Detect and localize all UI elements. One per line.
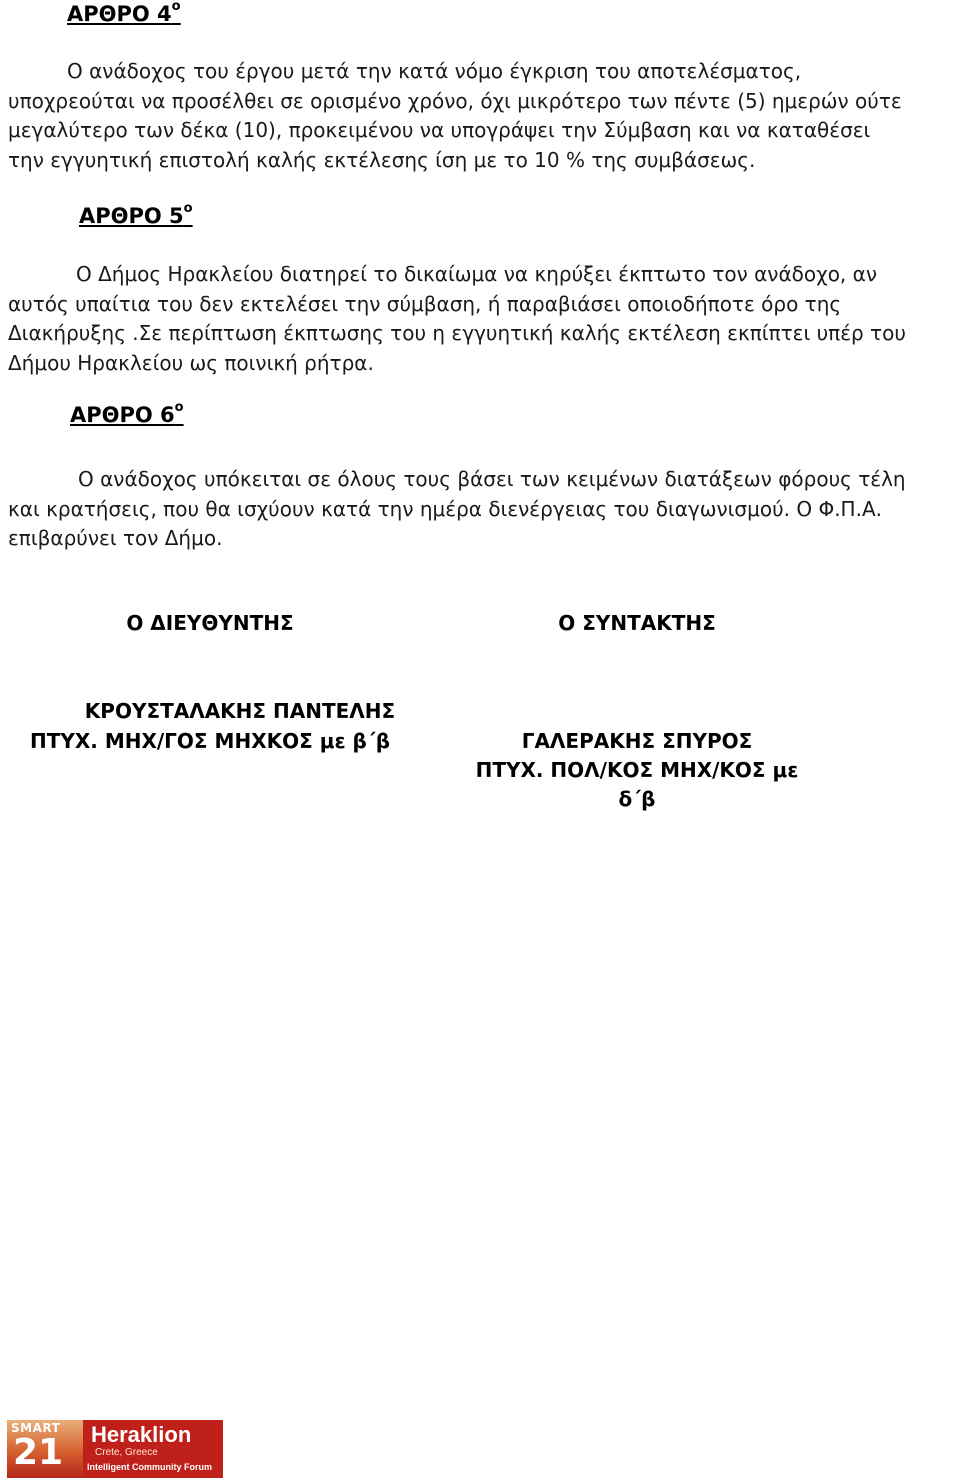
article-4-line-3: μεγαλύτερο των δέκα (10), προκειμένου να υπογράψει την Σύμβαση και να καταθέσει xyxy=(8,118,871,142)
logo-country: Crete, Greece xyxy=(95,1447,158,1458)
article-6-heading xyxy=(70,402,184,428)
article-5-line-2: αυτός υπαίτια του δεν εκτελέσει την σύμβαση, ή παραβιάσει οποιοδήποτε όρο της xyxy=(8,291,842,316)
smart21-heraklion-logo xyxy=(7,1420,223,1478)
logo-forum: Intelligent Community Forum xyxy=(87,1462,212,1472)
article-6-heading-text: ΑΡΘΡΟ 6 xyxy=(70,403,175,427)
article-4-heading-sup: ο xyxy=(171,0,181,14)
author-name: ΓΑΛΕΡΑΚΗΣ ΣΠΥΡΟΣ xyxy=(521,729,753,753)
article-6-line-3: επιβαρύνει τον Δήμο. xyxy=(8,526,223,550)
article-5-heading-sup: ο xyxy=(183,201,193,216)
director-name: ΚΡΟΥΣΤΑΛΑΚΗΣ ΠΑΝΤΕΛΗΣ xyxy=(84,699,396,723)
logo-smart-text: SMART xyxy=(11,1421,61,1435)
article-4-heading xyxy=(67,1,181,27)
director-qualification: ΠΤΥΧ. ΜΗΧ/ΓΟΣ ΜΗΧΚΟΣ με β΄β xyxy=(29,729,391,753)
article-6-heading-sup: ο xyxy=(174,400,184,415)
director-title: Ο ΔΙΕΥΘΥΝΤΗΣ xyxy=(126,611,294,635)
article-4-line-2: υποχρεούται να προσέλθει σε ορισμένο χρόνο, όχι μικρότερο των πέντε (5) ημερών ούτε xyxy=(8,88,902,113)
article-6-line-1: Ο ανάδοχος υπόκειται σε όλους τους βάσει των κειμένων διατάξεων φόρους τέλη xyxy=(78,467,906,491)
article-6-line-2: και κρατήσεις, που θα ισχύουν κατά την ημέρα διενέργειας του διαγωνισμού. Ο Φ.Π.Α. xyxy=(8,496,882,521)
author-qualification-line-2: δ΄β xyxy=(618,787,656,811)
article-4-heading-text: ΑΡΘΡΟ 4 xyxy=(67,2,172,26)
article-5-line-3: Διακήρυξης .Σε περίπτωση έκπτωσης του η εγγυητική καλής εκτέλεση εκπίπτει υπέρ του xyxy=(8,321,906,345)
article-5-line-4: Δήμου Ηρακλείου ως ποινική ρήτρα. xyxy=(8,350,374,375)
logo-number: 21 xyxy=(13,1432,64,1473)
article-5-heading xyxy=(79,203,193,229)
author-qualification-line-1: ΠΤΥΧ. ΠΟΛ/ΚΟΣ ΜΗΧ/ΚΟΣ με xyxy=(475,758,799,782)
article-4-line-4: την εγγυητική επιστολή καλής εκτέλεσης ίση με το 10 % της συμβάσεως. xyxy=(8,147,756,172)
article-5-line-1: Ο Δήμος Ηρακλείου διατηρεί το δικαίωμα να κηρύξει έκπτωτο τον ανάδοχο, αν xyxy=(76,262,877,286)
article-6-body xyxy=(8,465,906,554)
article-4-body xyxy=(8,57,902,175)
article-5-heading-text: ΑΡΘΡΟ 5 xyxy=(79,204,184,228)
author-title: Ο ΣΥΝΤΑΚΤΗΣ xyxy=(558,611,716,635)
logo-city: Heraklion xyxy=(91,1422,192,1447)
article-4-line-1: Ο ανάδοχος του έργου μετά την κατά νόμο έγκριση του αποτελέσματος, xyxy=(67,59,802,83)
article-5-body xyxy=(8,260,906,378)
